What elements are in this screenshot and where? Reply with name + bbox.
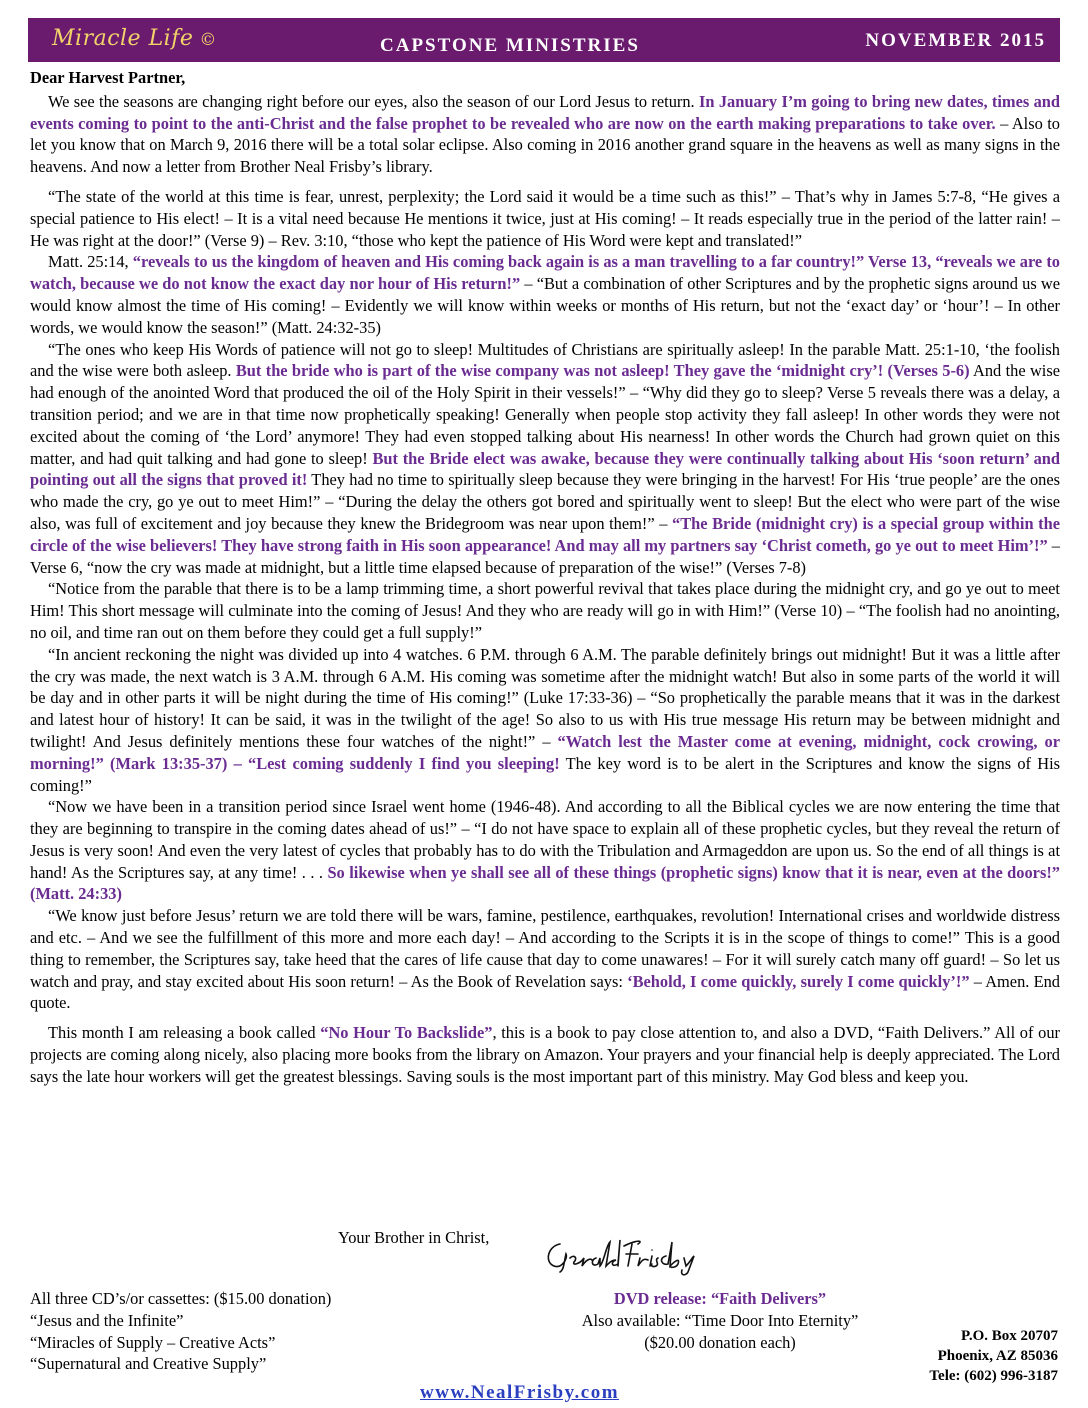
dvd-title: DVD release: “Faith Delivers” bbox=[613, 1289, 827, 1308]
highlight: So likewise when ye shall see all of these things (prophetic signs) know that it is near, even at the doors!” (Matt. 24:33) bbox=[30, 862, 1060, 904]
highlight: But the bride who is part of the wise company was not asleep! They gave the ‘midnight cry’! (Verses 5-6) bbox=[235, 361, 970, 381]
highlight: But the Bride elect was awake, because they were continually talking about His ‘soon return’ and pointing out all the signs that proved it! bbox=[30, 448, 1060, 490]
text: The key word is to be alert in the Scriptures and know the signs of His coming!” bbox=[30, 753, 1060, 795]
signature bbox=[540, 1236, 730, 1281]
text: And the wise had enough of the anointed Word that produced the oil of the Holy Spirit in their vessels!” – “Why did they go to sleep? Verse 5 reveals there was a delay, a transition period; and we are in that time now prophetically speaking! Generally when people stop activity they fall asleep! In other words they were not excited about the coming of ‘the Lord’ anymore! They had even stopped talking about His nearness! In other words the Church had grown quiet on this matter, and had quit talking and had gone to sleep! bbox=[30, 361, 1061, 468]
dvd-offer bbox=[574, 1288, 866, 1353]
text: “We know just before Jesus’ return we are told there will be wars, famine, pestilence, earthquakes, revolution! International crises and worldwide distress and etc. – And we see the fulfillment of this more and more each day! – And according to the Scripts it is in the scope of things to come!” This is a good thing to remember, the Scriptures say, take heed that the cares of life cause that day to come unawares! – For it will surely catch many off guard! – So let us watch and pray, and stay excited about His soon return! – As the Book of Revelation says: bbox=[30, 906, 1060, 991]
dvd-price: ($20.00 donation each) bbox=[644, 1332, 796, 1352]
highlight: “The Bride (midnight cry) is a special group within the circle of the wise believers! They have strong faith in His soon appearance! And may all my partners say ‘Christ cometh, go ye out to meet Him’!” bbox=[30, 513, 1061, 555]
text: , this is a book to pay close attention to, and also a DVD, “Faith Delivers.” All of our projects are coming along nicely, also placing more books from the library on Amazon. Your prayers and your financial help is deeply appreciated. The Lord says the late hour workers will get the greatest blessings. Saving souls is the most important part of this ministry. May God bless and keep you. bbox=[30, 1023, 1060, 1086]
text: – Verse 6, “now the cry was made at midnight, but a little time elapsed because of preparation of the wise!” (Verses 7-8) bbox=[30, 535, 1061, 577]
signature-image bbox=[540, 1236, 730, 1276]
highlight: “reveals to us the kingdom of heaven and His coming back again is as a man travelling to a far country!” Verse 13, “reveals we are to watch, because we do not know the exact day nor hour of His return!” bbox=[30, 252, 1060, 294]
offer-item: “Supernatural and Creative Supply” bbox=[30, 1354, 267, 1374]
offer-item: “Miracles of Supply – Creative Acts” bbox=[30, 1332, 276, 1352]
organization-name: CAPSTONE MINISTRIES bbox=[380, 35, 640, 56]
text: “The ones who keep His Words of patience will not go to sleep! Multitudes of Christians are spiritually asleep! In the parable Matt. 25:1-10, ‘the foolish and the wise were both asleep. bbox=[30, 339, 1060, 381]
paragraph-4 bbox=[30, 339, 1060, 579]
highlight: “Watch lest the Master come at evening, midnight, cock crowing, or morning!” (Mark 13:35-37) – “Lest coming suddenly I find you sleeping! bbox=[30, 731, 1060, 773]
text: This month I am releasing a book called bbox=[48, 1023, 321, 1043]
text: They had no time to spiritually sleep because they were bringing in the harvest! For His ‘true people’ are the ones who made the cry, go ye out to meet Him!” – “During the delay the others got bored and spiritually went to sleep! But the elect who were part of the wise also, was full of excitement and joy because they knew the Bridegroom was near upon them!” – bbox=[30, 470, 1060, 533]
newsletter-header bbox=[28, 18, 1060, 62]
text: Matt. 25:14, bbox=[48, 252, 133, 272]
text: – Also to let you know that on March 9, 2016 there will be a total solar eclipse. Also coming in 2016 another grand square in the heavens as well as many signs in the heavens. And now a letter from Brother Neal Frisby’s library. bbox=[30, 113, 1060, 177]
highlight: ‘Behold, I come quickly, surely I come quickly’!” bbox=[627, 971, 970, 991]
offer-item: “Jesus and the Infinite” bbox=[30, 1310, 184, 1330]
dvd-also: Also available: “Time Door Into Eternity” bbox=[581, 1310, 859, 1330]
letter-body bbox=[30, 67, 1060, 1088]
paragraph-1 bbox=[30, 91, 1060, 178]
mailing-address bbox=[929, 1326, 1058, 1386]
paragraph-2: “The state of the world at this time is fear, unrest, perplexity; the Lord said it would be a time such as this!” – That’s why in James 5:7-8, “He gives a special patience to His elect! – It is a vital need because He mentions it twice, just at His coming! – It reads especially true in the period of the latter rain! – He was right at the door!” (Verse 9) – Rev. 3:10, “those who kept the patience of His Word were kept and translated!” bbox=[30, 186, 1060, 250]
issue-date: NOVEMBER 2015 bbox=[865, 30, 1046, 51]
salutation: Dear Harvest Partner, bbox=[30, 68, 186, 87]
text: “In ancient reckoning the night was divided up into 4 watches. 6 P.M. through 6 A.M. The parable definitely brings out midnight! But it was a little after the cry was made, the next watch is 3 A.M. through 6 A.M. His coming was sometime after the midnight watch! But also in some parts of the world it will be day and in other parts it will be night during the time of His coming!” (Luke 17:33-36) – “So prophetically the parable means that it was in the darkest and latest hour of history! It can be said, it was in the twilight of the age! So also to us with His true message His return may be between midnight and twilight! And Jesus definitely mentions these four watches of the night!” – bbox=[30, 644, 1060, 751]
phone-number: Tele: (602) 996-3187 bbox=[929, 1368, 1058, 1384]
paragraph-5: “Notice from the parable that there is to be a lamp trimming time, a short powerful revival that takes place during the midnight cry, and go ye out to meet Him! This short message will culminate into the coming of Jesus! And they who are ready will go in with Him!” (Verse 10) – “The foolish had no anointing, no oil, and time ran out on them before they could get a full supply!” bbox=[30, 579, 1060, 642]
highlight: In January I’m going to bring new dates, times and events coming to point to the anti-Christ and the false prophet to be revealed who are now on the earth making preparations to take over. bbox=[30, 91, 1060, 133]
closing-line: Your Brother in Christ, bbox=[338, 1228, 490, 1247]
paragraph-6 bbox=[30, 644, 1060, 797]
text: We see the seasons are changing right before our eyes, also the season of our Lord Jesus to return. bbox=[48, 91, 699, 111]
book-title: “No Hour To Backslide” bbox=[320, 1023, 493, 1043]
paragraph-3 bbox=[30, 251, 1060, 338]
cd-offers bbox=[30, 1288, 331, 1375]
address-line: P.O. Box 20707 bbox=[961, 1328, 1058, 1344]
text: – Amen. End quote. bbox=[30, 971, 1060, 1013]
paragraph-8 bbox=[30, 905, 1060, 1014]
paragraph-9 bbox=[30, 1022, 1060, 1087]
offers-heading: All three CD’s/or cassettes: ($15.00 donation) bbox=[30, 1289, 332, 1308]
brand-name: Miracle Life bbox=[52, 26, 194, 51]
text: – “But a combination of other Scriptures and by the prophetic signs around us we would know almost the time of His coming! – Evidently we will know within weeks or months of His return, but not the ‘exact day’ or ‘hour’! – In other words, we would know the season!” (Matt. 24:32-35) bbox=[30, 274, 1060, 337]
website-link[interactable]: www.NealFrisby.com bbox=[420, 1382, 620, 1403]
paragraph-7 bbox=[30, 796, 1060, 905]
copyright-mark: © bbox=[199, 30, 217, 50]
address-line: Phoenix, AZ 85036 bbox=[937, 1348, 1058, 1364]
brand-logo bbox=[52, 26, 217, 51]
text: “Now we have been in a transition period since Israel went home (1946-48). And according to all the Biblical cycles we are now entering the time that they are beginning to transpire in the coming dates ahead of us!” – “I do not have space to explain all of these prophetic cycles, but they reveal the return of Jesus is very soon! And even the very latest of cycles that probably has to do with the Tribulation and Armageddon are upon us. So the end of all things is at hand! As the Scriptures say, at any time! . . . bbox=[30, 797, 1060, 882]
